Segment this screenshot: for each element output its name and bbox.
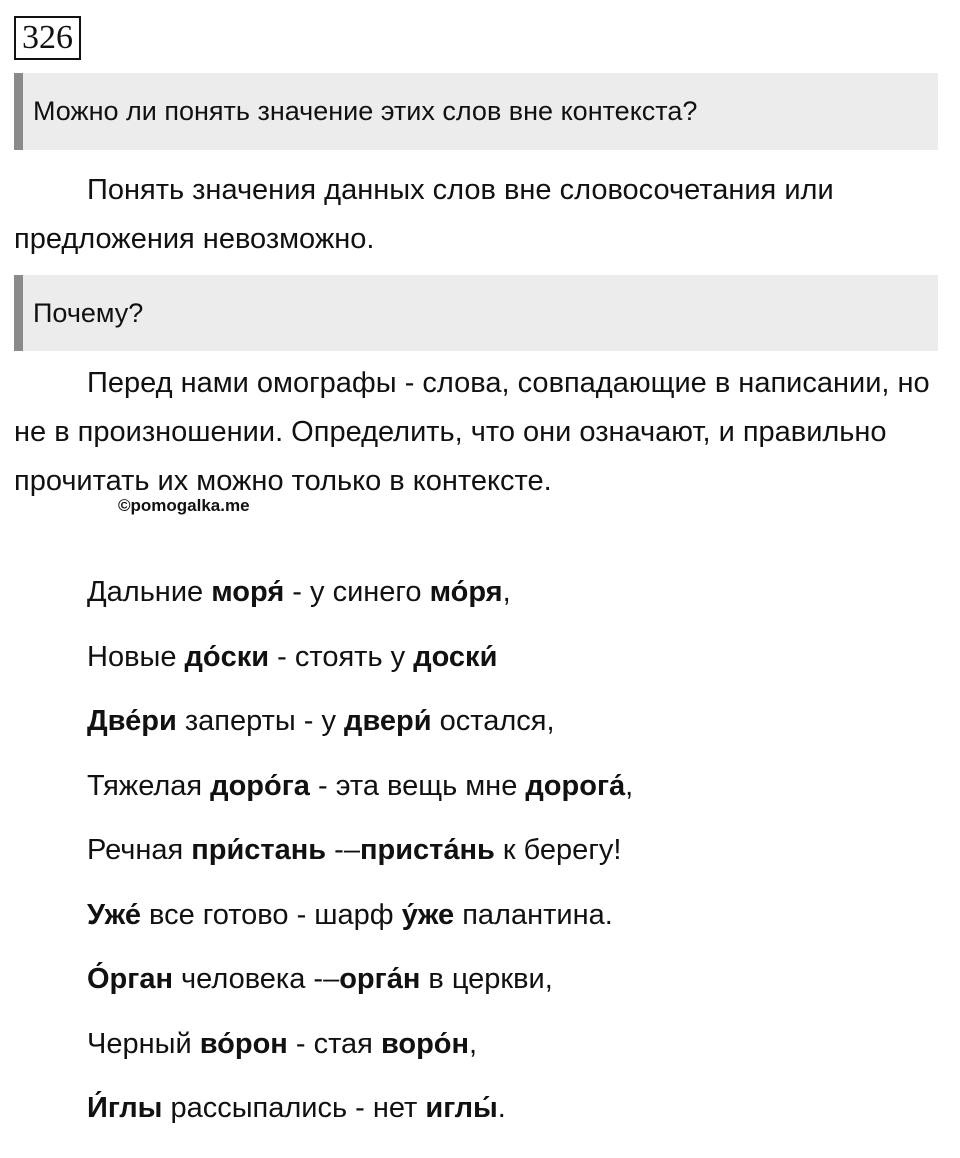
watermark: ©pomogalka.me xyxy=(118,496,250,515)
example-text: - эта вещь мне xyxy=(309,770,526,802)
answer-paragraph-2: Перед нами омографы - слова, совпадающие в написании, но не в произношении. Определить, что они означают, и правильно прочитать их можно только в контексте. xyxy=(14,367,930,497)
example-text: - стоять у xyxy=(269,641,414,673)
homograph-word: до́ски xyxy=(184,641,270,673)
example-text: палантина. xyxy=(454,899,613,931)
homograph-word: Уже́ xyxy=(87,899,141,931)
example-text: Черный xyxy=(87,1028,200,1060)
example-line xyxy=(87,1088,506,1128)
example-text: Речная xyxy=(87,834,192,866)
example-text: , xyxy=(625,770,634,802)
homograph-word: О́рган xyxy=(87,963,173,995)
example-text: Дальние xyxy=(87,576,212,608)
homograph-word: моря́ xyxy=(211,576,285,608)
example-text: в церкви, xyxy=(420,963,553,995)
example-text: - стая xyxy=(287,1028,381,1060)
homograph-word: у́же xyxy=(401,899,455,931)
homograph-word: двери́ xyxy=(344,705,432,737)
example-line xyxy=(87,959,553,999)
example-text: , xyxy=(502,576,511,608)
example-text: , xyxy=(469,1028,478,1060)
example-text: . xyxy=(497,1092,506,1124)
example-text: Новые xyxy=(87,641,185,673)
example-text: заперты - у xyxy=(176,705,345,737)
example-line xyxy=(87,895,613,935)
example-text: остался, xyxy=(431,705,555,737)
example-line xyxy=(87,572,511,612)
example-text: к берегу! xyxy=(494,834,622,866)
homograph-word: Две́ри xyxy=(87,705,177,737)
example-text: -– xyxy=(326,834,360,866)
homograph-word: воро́н xyxy=(380,1028,470,1060)
example-text: человека -– xyxy=(173,963,340,995)
example-text: Тяжелая xyxy=(87,770,211,802)
example-text: рассыпались - нет xyxy=(162,1092,426,1124)
example-line xyxy=(87,637,497,677)
homograph-word: орга́н xyxy=(339,963,421,995)
example-text: все готово - шарф xyxy=(140,899,402,931)
homograph-word: при́стань xyxy=(191,834,327,866)
exercise-number: 326 xyxy=(14,16,81,60)
example-text: - у синего xyxy=(284,576,430,608)
homograph-word: доро́га xyxy=(210,770,310,802)
homograph-word: доски́ xyxy=(413,641,498,673)
question-bar-1 xyxy=(14,73,938,150)
answer-paragraph-1: Понять значения данных слов вне словосочетания или предложения невозможно. xyxy=(14,174,834,255)
homograph-word: И́глы xyxy=(87,1092,163,1124)
homograph-word: приста́нь xyxy=(359,834,495,866)
homograph-word: дорога́ xyxy=(525,770,626,802)
question-text: Почему? xyxy=(33,297,144,328)
example-line xyxy=(87,830,621,870)
question-bar-2 xyxy=(14,275,938,351)
homograph-word: мо́ря xyxy=(429,576,503,608)
example-line xyxy=(87,1024,477,1064)
example-line xyxy=(87,766,633,806)
example-line xyxy=(87,701,555,741)
homograph-word: во́рон xyxy=(199,1028,288,1060)
homograph-word: иглы́ xyxy=(425,1092,498,1124)
question-text: Можно ли понять значение этих слов вне контекста? xyxy=(33,96,698,126)
